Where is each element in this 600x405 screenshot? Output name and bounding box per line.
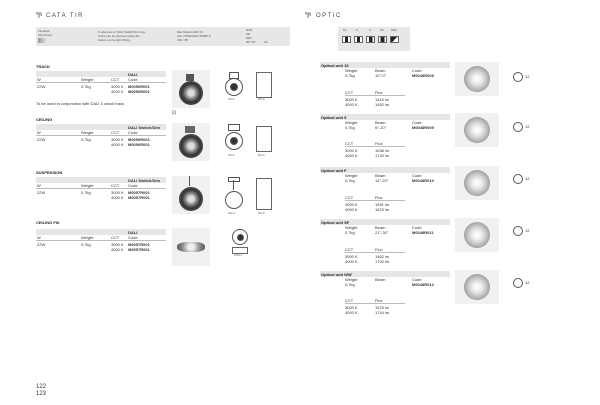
cell-code-2: M0057R001 <box>128 247 150 252</box>
col-header-cct: CCT <box>345 90 354 95</box>
fixture-image <box>179 81 203 105</box>
cell-code-2: M0050R001 <box>128 142 150 147</box>
col-header-flux: Flux <box>375 90 383 95</box>
info-bar <box>36 27 290 46</box>
cell-flux-2: 1744 lm <box>375 310 390 315</box>
page-title: CATA TIR <box>46 13 85 19</box>
col-header-flux: Flux <box>375 141 383 146</box>
col-header-cct: CCT <box>345 247 354 252</box>
col-header-cct: CCT <box>111 183 120 188</box>
dimension-diameter: 100mm <box>234 254 243 257</box>
col-header-flux: Flux <box>375 195 383 200</box>
drawing-lens <box>230 137 238 145</box>
col-header-cct: CCT <box>111 235 120 240</box>
cell-beam: 21°-30° <box>375 230 389 235</box>
optic-10-icon <box>342 36 351 43</box>
cell-cct-1: 3000 K <box>345 97 358 102</box>
col-header-cct: CCT <box>111 77 120 82</box>
divider <box>345 303 405 304</box>
col-header-beam: Beam <box>375 277 386 282</box>
cell-weight: 0,7kg <box>345 282 355 287</box>
col-header-cct: CCT <box>345 195 354 200</box>
technical-drawing <box>222 72 250 98</box>
cell-weight: 0,7kg <box>345 125 355 130</box>
col-header-beam: Beam <box>375 120 386 125</box>
control-type: DALI Switch/Dim <box>128 178 161 183</box>
cell-weight: 0,7kg <box>345 178 355 183</box>
side-drawing <box>256 72 272 98</box>
cell-code: M0048R010 <box>412 178 434 183</box>
col-header-code: Code <box>412 173 422 178</box>
dimension-height: 90mm <box>258 154 265 157</box>
product-photo <box>172 176 210 214</box>
col-header-flux: Flux <box>375 298 383 303</box>
drawing-cable <box>233 180 234 190</box>
suspension-cable-image <box>189 176 190 186</box>
page-number-2: 123 <box>36 391 47 397</box>
col-header-beam: Beam <box>375 68 386 73</box>
col-header-cct: CCT <box>345 298 354 303</box>
optic-5-icon <box>354 36 363 43</box>
col-header-code: Code <box>412 68 422 73</box>
brand-logo-icon: ˢɲ <box>36 12 42 18</box>
col-header-beam: Beam <box>375 173 386 178</box>
cell-wattage: 22W <box>37 84 46 89</box>
col-header-code: Code <box>128 77 138 82</box>
cell-flux-2: 1676 lm <box>375 207 390 212</box>
cell-code: M0048R008 <box>412 73 434 78</box>
drawing-lens <box>237 234 244 241</box>
divider <box>345 200 405 201</box>
product-photo <box>172 123 210 161</box>
brand-logo-icon: ˢɲ <box>305 12 311 18</box>
beam-angle: 12 <box>525 176 530 181</box>
beam-diagram-icon <box>513 122 523 132</box>
unit-name: Optical unit SF <box>321 220 350 225</box>
optic-label-sf: SF <box>380 28 384 32</box>
cell-code-1: M0050R001 <box>128 137 150 142</box>
col-header-code: Code <box>128 130 138 135</box>
cell-code: M0048R012 <box>412 282 434 287</box>
dimension-height: 90mm <box>258 212 265 215</box>
lens-image <box>464 170 490 196</box>
description-line-2: CATA can be dimmed using the <box>98 34 140 38</box>
class-rating: SE <box>246 32 251 36</box>
fixture-image <box>177 242 205 252</box>
unit-name: Optical unit F <box>321 168 347 173</box>
control-type: DALI Switch/Dim <box>128 125 161 130</box>
col-header-cct: CCT <box>111 130 120 135</box>
col-header-weight: Weight <box>345 68 358 73</box>
section-title: SUSPENSION <box>36 170 63 175</box>
cell-cct-1: 3000 K <box>111 84 124 89</box>
temperature-rating: 850° <box>246 36 253 40</box>
lens-image <box>464 222 490 248</box>
optic-label-f: F <box>369 28 371 32</box>
cell-code: M0048R011 <box>412 230 434 235</box>
fixture-image <box>179 134 203 158</box>
col-header-weight: Weight <box>345 277 358 282</box>
section-title: TRACK <box>36 64 50 69</box>
col-header-weight: Weight <box>345 120 358 125</box>
technical-drawing <box>222 124 250 154</box>
characteristics-line-2: Life UNI/EN/IEC 60068-9 <box>177 34 211 38</box>
optic-photo <box>455 270 499 304</box>
divider <box>345 95 405 96</box>
cell-flux-2: 1700 lm <box>375 259 390 264</box>
beam-angle: 12 <box>525 228 530 233</box>
section-title: CEILING <box>36 117 53 122</box>
col-header-code: Code <box>128 235 138 240</box>
lens-image <box>464 274 490 300</box>
cell-flux-1: 1410 lm <box>375 97 390 102</box>
col-header-weight: Weight <box>81 235 94 240</box>
col-header-code: Code <box>412 225 422 230</box>
cell-code-1: M0057R001 <box>128 242 150 247</box>
drawing-body <box>225 191 243 209</box>
dimension-width: 90mm <box>228 212 235 215</box>
cell-cct-1: 3000 K <box>345 148 358 153</box>
section-bar <box>36 229 166 235</box>
cell-code-1: M0050R001 <box>128 84 150 89</box>
drawing-canopy <box>228 177 240 182</box>
cell-cct-2: 4000 K <box>345 102 358 107</box>
dimension-width: 90mm <box>228 154 235 157</box>
cell-flux-1: 1576 lm <box>375 305 390 310</box>
lens-image <box>464 117 490 143</box>
divider <box>36 82 166 83</box>
track-adapter-image <box>186 74 194 81</box>
dali-badge-icon: ⊡ <box>172 110 177 116</box>
cell-beam: 5°-10° <box>375 125 387 130</box>
drawing-canopy <box>228 124 240 131</box>
cell-cct-1: 3000 K <box>111 190 124 195</box>
mounting-height: 3m <box>264 40 269 44</box>
cell-cct-2: 4000 K <box>111 195 124 200</box>
col-header-code: Code <box>412 120 422 125</box>
cell-code: M0048R009 <box>412 125 434 130</box>
divider <box>36 188 166 189</box>
description-line-1: In absence of DALI Switch/Dim bus, <box>98 30 146 34</box>
beam-diagram-icon <box>513 174 523 184</box>
dimension-width: 90mm <box>228 98 235 101</box>
cell-cct-1: 3000 K <box>111 242 124 247</box>
drawing-lens <box>230 83 238 91</box>
cell-cct-2: 4000 K <box>345 310 358 315</box>
beam-angle: 12 <box>525 280 530 285</box>
control-type: DALI <box>128 72 138 77</box>
cell-code-2: M0057R001 <box>128 195 150 200</box>
lens-image <box>464 66 490 92</box>
cell-code-1: M0057R001 <box>128 190 150 195</box>
canopy-image <box>185 126 195 133</box>
cell-flux-1: 1462 lm <box>375 254 390 259</box>
cell-cct-1: 3000 K <box>345 305 358 310</box>
cell-cct-1: 3000 K <box>345 254 358 259</box>
col-header-cct: CCT <box>345 141 354 146</box>
col-header-code: Code <box>412 277 422 282</box>
optic-photo <box>455 62 499 96</box>
col-header-w: W <box>37 183 41 188</box>
cell-cct-2: 4000 K <box>345 207 358 212</box>
cell-cct-2: 4000 K <box>111 142 124 147</box>
finish-swatch <box>38 38 46 43</box>
col-header-weight: Weight <box>81 130 94 135</box>
optic-photo <box>455 113 499 147</box>
cell-weight: 0,7kg <box>345 73 355 78</box>
beam-angle: 12 <box>525 124 530 129</box>
col-header-flux: Flux <box>375 247 383 252</box>
col-header-w: W <box>37 130 41 135</box>
characteristics-line-1: Max Rated 230V M <box>177 30 203 34</box>
cell-beam: 14°-20° <box>375 178 389 183</box>
unit-name: Optical unit WW <box>321 272 352 277</box>
page-number: 122 <box>36 384 47 390</box>
control-type: DALI <box>128 230 138 235</box>
col-header-code: Code <box>128 183 138 188</box>
side-drawing <box>256 178 272 210</box>
cell-weight: 0,7kg <box>81 84 91 89</box>
beam-angle: 12 <box>525 74 530 79</box>
rotation-angle: 90°-35° <box>246 40 257 44</box>
cell-cct-1: 3000 K <box>111 137 124 142</box>
finish-label: Finished <box>38 29 50 33</box>
col-header-weight: Weight <box>345 225 358 230</box>
beam-diagram-icon <box>513 72 523 82</box>
cell-cct-1: 3000 K <box>345 202 358 207</box>
optic-label-ww: WW <box>391 28 397 32</box>
optic-label-10: 10 <box>343 28 347 32</box>
divider <box>345 146 405 147</box>
cell-weight: 0,7kg <box>81 137 91 142</box>
unit-name: Optical unit 5 <box>321 115 347 120</box>
cell-cct-2: 4000 K <box>111 247 124 252</box>
cell-flux-1: 1638 lm <box>375 148 390 153</box>
characteristics-line-3: CRI >85 <box>177 38 189 42</box>
cell-code-2: M0050R001 <box>128 89 150 94</box>
cell-flux-1: 1591 lm <box>375 202 390 207</box>
cell-cct-2: 4000 K <box>345 153 358 158</box>
divider <box>345 252 405 253</box>
cell-weight: 0,7kg <box>345 230 355 235</box>
cell-beam: 10°-0° <box>375 73 387 78</box>
dimension-height: 90mm <box>258 98 265 101</box>
divider <box>36 135 166 136</box>
product-photo <box>172 70 210 108</box>
optic-photo <box>455 218 499 252</box>
section-title: CEILING FIX <box>36 220 60 225</box>
finish-value: Aluminium <box>38 33 53 37</box>
cell-cct-2: 4000 K <box>111 89 124 94</box>
cell-weight: 0,7kg <box>81 190 91 195</box>
col-header-beam: Beam <box>375 225 386 230</box>
cell-wattage: 22W <box>37 137 46 142</box>
cell-weight: 0,7kg <box>81 242 91 247</box>
product-photo <box>172 228 210 266</box>
optic-ww-icon <box>390 36 399 43</box>
beam-diagram-icon <box>513 226 523 236</box>
cell-cct-2: 4000 K <box>345 259 358 264</box>
technical-drawing <box>232 229 248 245</box>
optic-sf-icon <box>378 36 387 43</box>
col-header-w: W <box>37 77 41 82</box>
cell-flux-2: 1740 lm <box>375 153 390 158</box>
usage-note: To be used in conjunction with DALI 3 circuit track. <box>36 101 126 106</box>
description-line-3: button on the light fitting. <box>98 38 131 42</box>
col-header-w: W <box>37 235 41 240</box>
col-header-weight: Weight <box>81 77 94 82</box>
section-bar <box>36 71 166 77</box>
optic-label-5: 5 <box>356 28 358 32</box>
side-drawing <box>256 126 272 152</box>
cell-wattage: 22W <box>37 190 46 195</box>
side-drawing <box>232 247 248 254</box>
divider <box>36 240 166 241</box>
unit-name: Optical unit 10 <box>321 63 349 68</box>
cell-wattage: 22W <box>37 242 46 247</box>
optic-f-icon <box>366 36 375 43</box>
technical-drawing <box>222 177 250 213</box>
page-title: OPTIC <box>316 13 342 19</box>
cell-flux-2: 1452 lm <box>375 102 390 107</box>
optic-photo <box>455 166 499 200</box>
ip-rating: IP20 <box>246 28 253 32</box>
beam-diagram-icon <box>513 278 523 288</box>
col-header-weight: Weight <box>81 183 94 188</box>
col-header-weight: Weight <box>345 173 358 178</box>
fixture-image <box>179 187 203 211</box>
optics-selector-bar <box>338 27 410 51</box>
